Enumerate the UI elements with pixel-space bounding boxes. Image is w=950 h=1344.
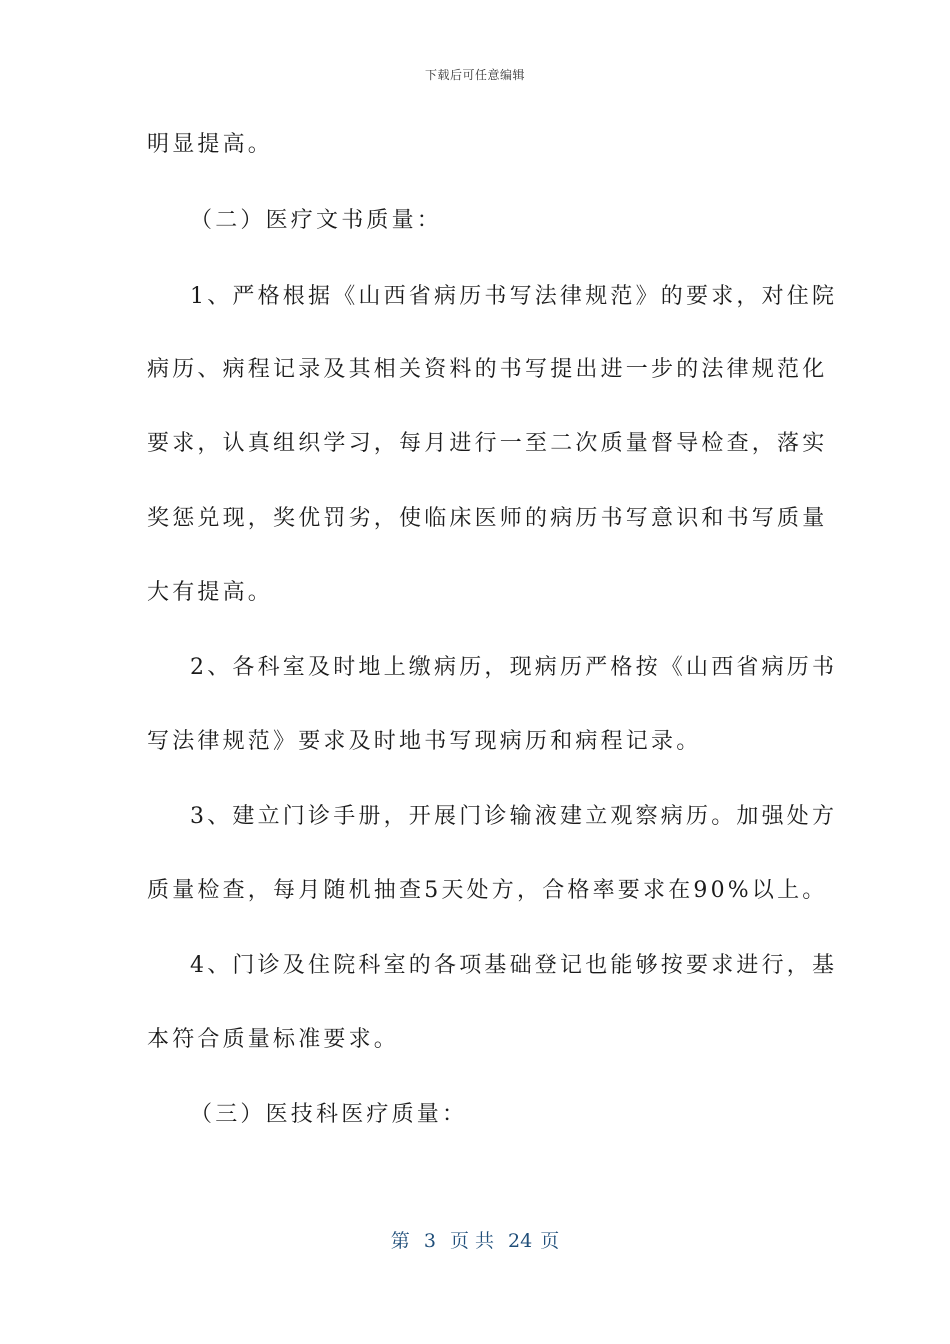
header-note: 下载后可任意编辑 — [424, 68, 525, 82]
text-line: 大有提高。 — [147, 580, 274, 605]
section-heading: （二）医疗文书质量： — [190, 208, 443, 233]
text-line: 2、各科室及时地上缴病历，现病历严格按《山西省病历书 — [190, 655, 838, 680]
text-line: 4、门诊及住院科室的各项基础登记也能够按要求进行，基 — [190, 953, 838, 978]
page-number: 3 — [423, 1230, 436, 1252]
section-heading: （三）医技科医疗质量： — [190, 1102, 468, 1127]
text-line: 明显提高。 — [147, 132, 274, 157]
text-line: 3、建立门诊手册，开展门诊输液建立观察病历。加强处方 — [190, 804, 838, 829]
text-line: 本符合质量标准要求。 — [147, 1027, 400, 1052]
text-line: 奖惩兑现，奖优罚劣，使临床医师的病历书写意识和书写质量 — [147, 506, 828, 531]
page-footer — [0, 1226, 950, 1253]
text-line: 质量检查，每月随机抽查5天处方，合格率要求在90%以上。 — [147, 878, 828, 903]
text-line: 1、严格根据《山西省病历书写法律规范》的要求，对住院 — [190, 284, 838, 309]
text-line: 病历、病程记录及其相关资料的书写提出进一步的法律规范化 — [147, 357, 828, 382]
text-line: 要求，认真组织学习，每月进行一至二次质量督导检查，落实 — [147, 431, 828, 456]
page-suffix: 页 — [540, 1230, 560, 1252]
page-prefix: 第 — [390, 1230, 410, 1252]
page-total: 24 — [508, 1230, 533, 1252]
page-mid: 页 共 — [449, 1230, 494, 1252]
text-line: 写法律规范》要求及时地书写现病历和病程记录。 — [147, 729, 702, 754]
